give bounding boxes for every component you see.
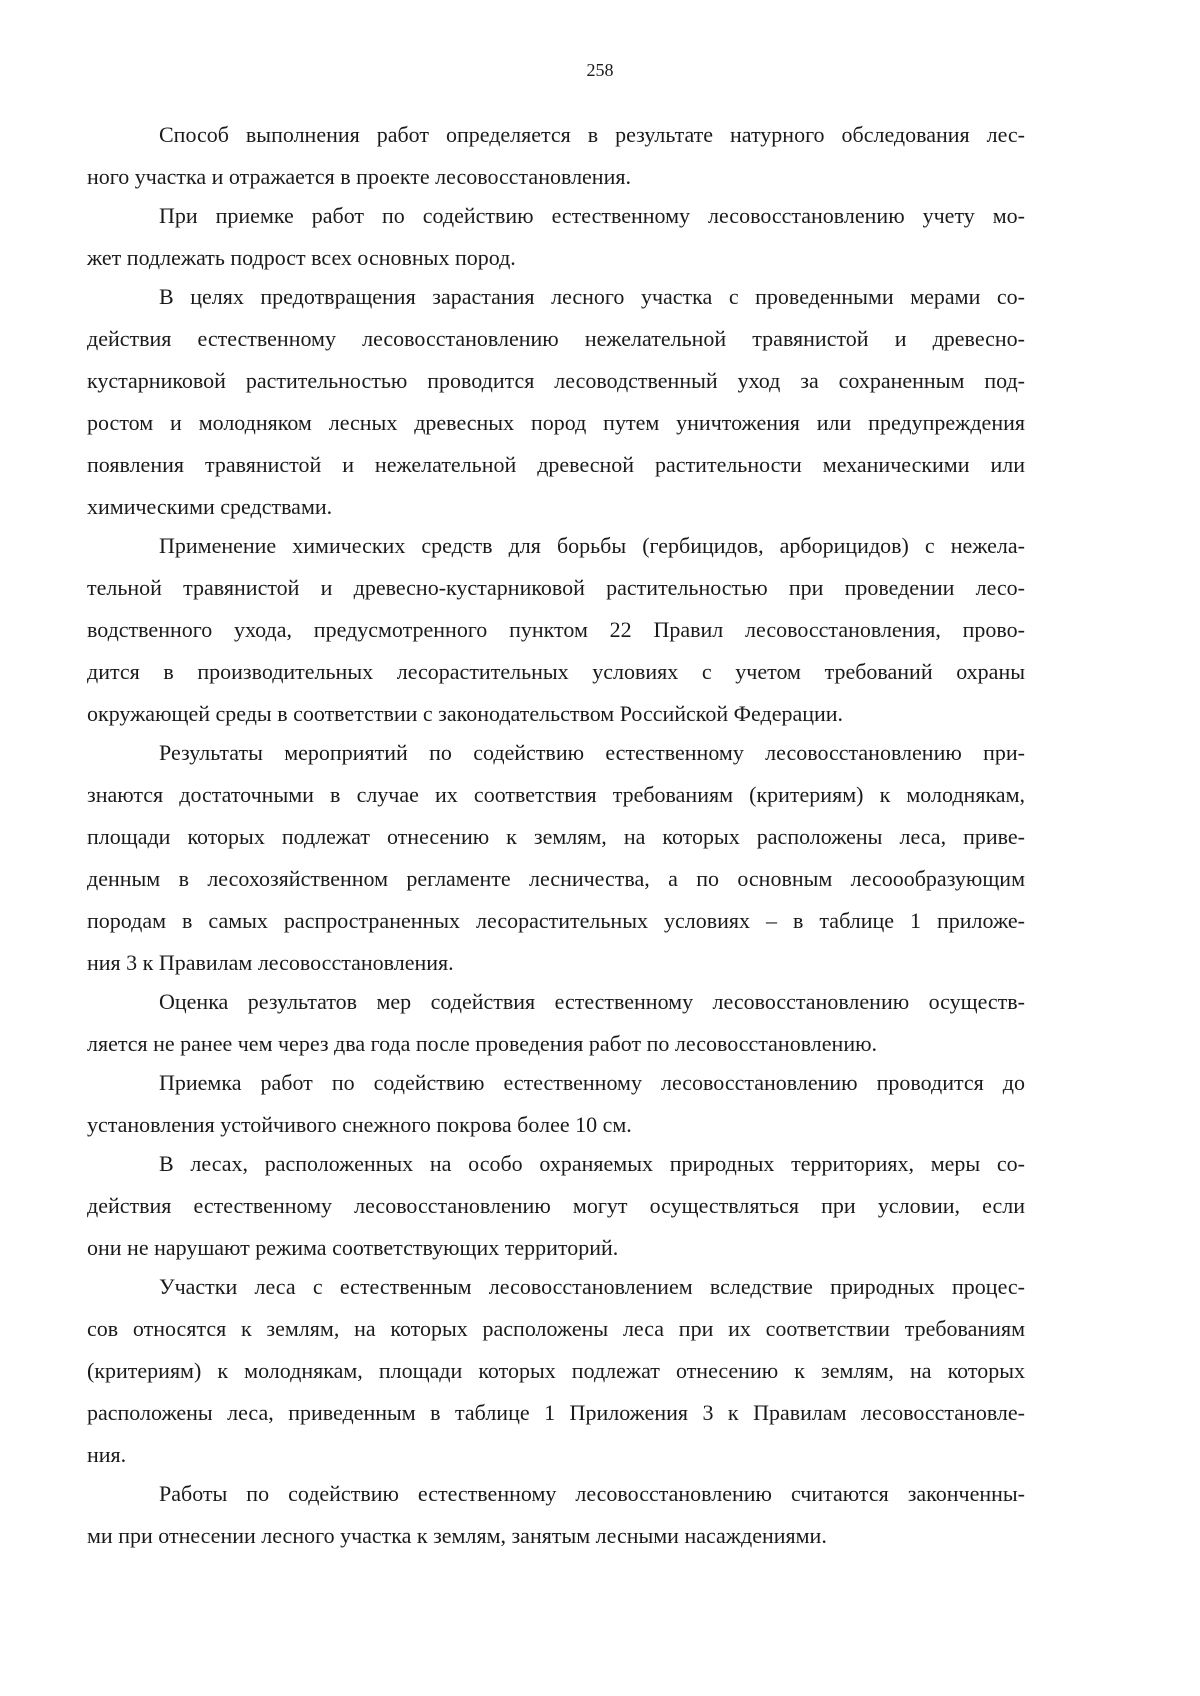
text-line: Участки леса с естественным лесовосстановлением вследствие природных процес- [159, 1274, 1025, 1299]
text-line: кустарниковой растительностью проводится лесоводственный уход за сохраненным под- [87, 368, 1025, 393]
text-line: В целях предотвращения зарастания лесного участка с проведенными мерами со- [159, 284, 1025, 309]
text-line: ния. [87, 1442, 127, 1467]
text-line: площади которых подлежат отнесению к землям, на которых расположены леса, приве- [87, 824, 1025, 849]
text-line: дится в производительных лесорастительных условиях с учетом требований охраны [87, 659, 1025, 684]
text-line: знаются достаточными в случае их соответствия требованиям (критериям) к молоднякам, [87, 782, 1025, 807]
text-line: ростом и молодняком лесных древесных пород путем уничтожения или предупреждения [87, 410, 1025, 435]
text-line: породам в самых распространенных лесорастительных условиях – в таблице 1 приложе- [87, 908, 1025, 933]
text-line: денным в лесохозяйственном регламенте лесничества, а по основным лесоообразующим [87, 866, 1025, 891]
text-line: тельной травянистой и древесно-кустарниковой растительностью при проведении лесо- [87, 575, 1025, 600]
paragraph [87, 732, 1025, 984]
text-line: Способ выполнения работ определяется в результате натурного обследования лес- [159, 122, 1025, 147]
text-line: сов относятся к землям, на которых расположены леса при их соответствии требованиям [87, 1316, 1025, 1341]
text-line: Работы по содействию естественному лесовосстановлению считаются законченны- [159, 1481, 1025, 1506]
text-line: действия естественному лесовосстановлению могут осуществляться при условии, если [87, 1193, 1025, 1218]
text-line: ния 3 к Правилам лесовосстановления. [87, 950, 454, 975]
text-line: При приемке работ по содействию естественному лесовосстановлению учету мо- [159, 203, 1025, 228]
text-line: ми при отнесении лесного участка к землям, занятым лесными насаждениями. [87, 1523, 827, 1548]
paragraph [87, 1266, 1025, 1476]
text-line: ного участка и отражается в проекте лесовосстановления. [87, 164, 631, 189]
text-line: расположены леса, приведенным в таблице 1 Приложения 3 к Правилам лесовосстановле- [87, 1400, 1025, 1425]
text-line: Применение химических средств для борьбы (гербицидов, арборицидов) с нежела- [159, 533, 1025, 558]
paragraph [87, 195, 1025, 279]
text-line: ляется не ранее чем через два года после проведения работ по лесовосстановлению. [87, 1031, 878, 1056]
text-line: появления травянистой и нежелательной древесной растительности механическими или [87, 452, 1025, 477]
paragraph [87, 981, 1025, 1065]
text-line: Результаты мероприятий по содействию естественному лесовосстановлению при- [159, 740, 1025, 765]
text-line: окружающей среды в соответствии с законодательством Российской Федерации. [87, 701, 844, 726]
text-line: Оценка результатов мер содействия естественному лесовосстановлению осуществ- [159, 989, 1025, 1014]
text-line: В лесах, расположенных на особо охраняемых природных территориях, меры со- [159, 1151, 1025, 1176]
paragraph [87, 1062, 1025, 1146]
text-line: Приемка работ по содействию естественному лесовосстановлению проводится до [159, 1070, 1025, 1095]
paragraph [87, 1473, 1025, 1557]
paragraph [87, 276, 1025, 528]
text-line: действия естественному лесовосстановлению нежелательной травянистой и древесно- [87, 326, 1025, 351]
text-line: жет подлежать подрост всех основных пород. [87, 245, 516, 270]
text-line: химическими средствами. [87, 494, 333, 519]
paragraph [87, 1143, 1025, 1269]
page-number: 258 [586, 60, 614, 80]
paragraph [87, 525, 1025, 735]
paragraph [87, 114, 1025, 198]
text-line: установления устойчивого снежного покрова более 10 см. [87, 1112, 632, 1137]
text-line: они не нарушают режима соответствующих территорий. [87, 1235, 619, 1260]
body-text [87, 114, 1025, 1557]
text-line: водственного ухода, предусмотренного пунктом 22 Правил лесовосстановления, прово- [87, 617, 1025, 642]
text-line: (критериям) к молоднякам, площади которых подлежат отнесению к землям, на которых [87, 1358, 1025, 1383]
